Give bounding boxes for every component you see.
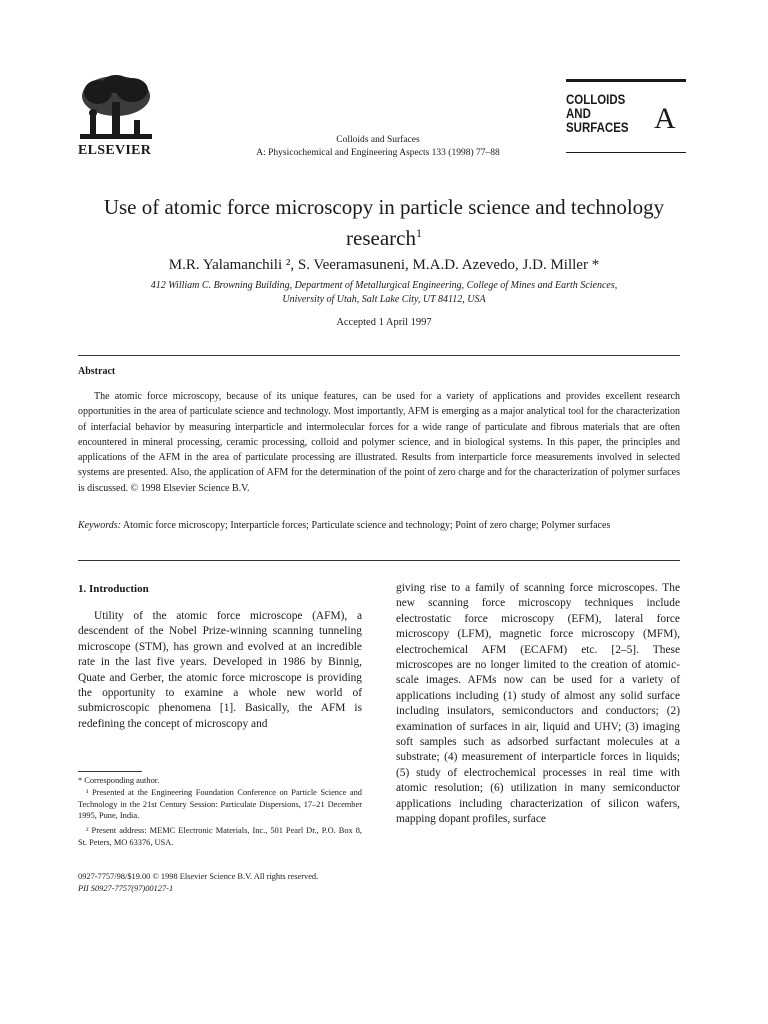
affiliation-line: 412 William C. Browning Building, Department of Metallurgical Engineering, College of Mines and Earth Sciences, [150,280,618,291]
keywords [78,518,680,533]
keywords-text: Atomic force microscopy; Interparticle forces; Particulate science and technology; Point of zero charge; Polymer surfaces [122,520,611,531]
divider [78,560,680,561]
copyright-block [78,871,478,895]
affiliation-line: University of Utah, Salt Lake City, UT 84112, USA [282,294,486,305]
footnote-1: ¹ Presented at the Engineering Foundation Conference on Particle Science and Technology in the 21st Century Session: Particulate Dispersions, 17–21 December 1995, Pune, India. [78,788,362,821]
masthead-line: AND [566,105,591,121]
copyright-line: 0927-7757/98/$19.00 © 1998 Elsevier Science B.V. All rights reserved. [78,872,319,881]
footnote-corresponding: * Corresponding author. [78,776,160,785]
masthead-rule [566,152,686,153]
article-title [100,194,668,251]
masthead-line: SURFACES [566,119,629,135]
affiliation [80,279,688,307]
title-footnote-mark: 1 [415,226,422,240]
divider [78,355,680,356]
keywords-label: Keywords: [78,520,121,531]
article-title-text: Use of atomic force microscopy in particle science and technology research [103,195,665,250]
journal-masthead [566,79,686,148]
body-column-left: Utility of the atomic force microscope (AFM), a descendent of the Nobel Prize-winning scanning tunneling microscope (STM), has grown and evolved at an incredible rate in the last five years. Developed in 1986 by Binnig, Quate and Gerber, the atomic force microscope is providing the opportunity to examine a whole new world of submicroscopic phenomena [1]. Basically, the AFM is redefining the concept of microscopy and [78,610,362,730]
author-list: M.R. Yalamanchili ², S. Veeramasuneni, M.A.D. Azevedo, J.D. Miller * [168,257,600,273]
elsevier-tree-logo-icon [76,74,156,144]
accepted-date: Accepted 1 April 1997 [336,317,432,328]
footnote-rule [78,771,142,772]
journal-name: Colloids and Surfaces [336,135,420,145]
pii-line: PII S0927-7757(97)00127-1 [78,884,174,893]
masthead-section-letter: A [654,102,676,135]
abstract-heading: Abstract [78,366,116,377]
journal-citation: A: Physicochemical and Engineering Aspects 133 (1998) 77–88 [256,148,500,158]
section-heading: 1. Introduction [78,583,149,595]
abstract-text: The atomic force microscopy, because of its unique features, can be used for a variety of applications and provides excellent research opportunities in the area of particulate science and technology. Most importantly, AFM is emerging as a major analytical tool for the characterization of interfacial behavior by measuring interparticle and intermolecular forces for a wide range of particulate and fibrous materials that are often encountered in mineral processing, ceramic processing, colloid and polymer science, and in biological systems. In this paper, the principles and applications of the AFM in the area of particulate processing are illustrated. Results from interparticle force measurements involved in selected systems are presented. Also, the application of AFM for the determination of the point of zero charge and for the characterization of polymer surfaces is discussed. © 1998 Elsevier Science B.V. [78,391,680,494]
footnote-2: ² Present address: MEMC Electronic Materials, Inc., 501 Pearl Dr., P.O. Box 8, St. Peters, MO 63376, USA. [78,826,362,847]
publisher-name: ELSEVIER [78,143,152,158]
body-column-right: giving rise to a family of scanning force microscopes. The new scanning force microscopy techniques include electrostatic force microscopy (EFM), lateral force microscopy (LFM), magnetic force microscopy (MFM), electrochemical AFM (ECAFM) etc. [2–5]. These microscopes are no longer limited to the creation of atomic-scale images. AFMs now can be used for a variety of applications including (1) study of almost any solid surface including insulators, semiconductors and conductors; (2) examination of surfaces in air, liquid and UHV; (3) imaging soft samples such as adsorbed surfactant molecules at a substrate; (4) measurement of interparticle forces in liquids; (5) study of electrochemical processes in real time with atomic resolution; (6) utilization in many semiconductor applications including characterization of silicon wafers, mapping dopant profiles, surface [396,582,680,826]
masthead-line: COLLOIDS [566,91,626,107]
